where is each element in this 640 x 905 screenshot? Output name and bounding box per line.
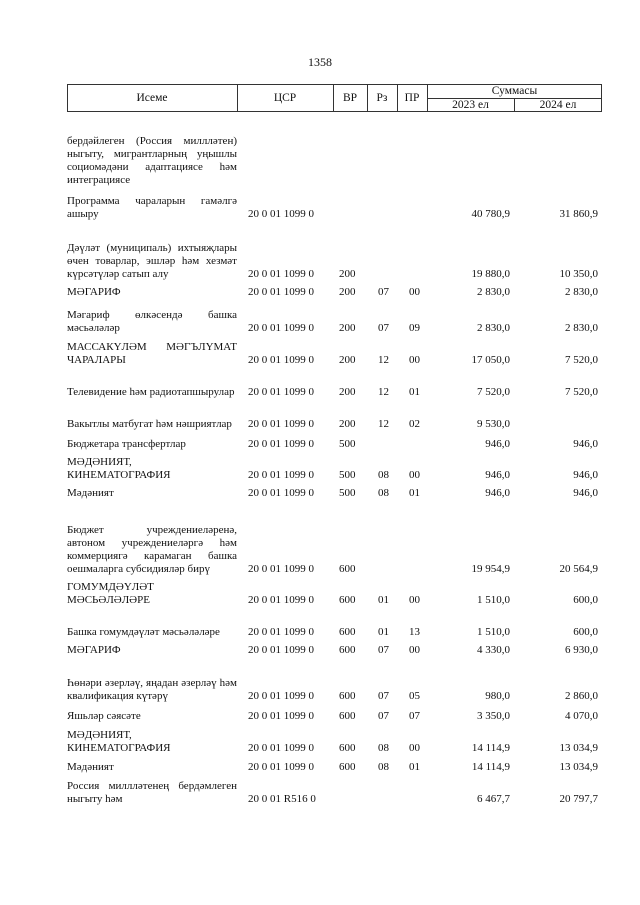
row-rz: 07 (378, 286, 389, 298)
row-sum-2024: 31 860,9 (559, 208, 598, 220)
row-sum-2024: 2 830,0 (565, 286, 598, 298)
row-rz: 08 (378, 487, 389, 499)
row-pr: 01 (409, 487, 420, 499)
row-pr: 00 (409, 469, 420, 481)
row-pr: 00 (409, 644, 420, 656)
row-sum-2024: 600,0 (573, 626, 598, 638)
row-name: Мәгариф өлкәсендә башка мәсьәләләр (67, 309, 237, 334)
row-name: МӘДӘНИЯТ, КИНЕМАТОГРАФИЯ (67, 456, 171, 481)
row-pr: 00 (409, 594, 420, 606)
row-sum-2023: 19 880,0 (471, 268, 510, 280)
row-sum-2023: 3 350,0 (477, 710, 510, 722)
row-sum-2023: 2 830,0 (477, 286, 510, 298)
row-rz: 08 (378, 761, 389, 773)
row-pr: 01 (409, 761, 420, 773)
row-sum-2023: 9 530,0 (477, 418, 510, 430)
row-sum-2023: 4 330,0 (477, 644, 510, 656)
row-name: Телевидение һәм радиотапшырулар (67, 386, 235, 398)
row-vr: 200 (339, 418, 356, 430)
row-pr: 07 (409, 710, 420, 722)
row-vr: 200 (339, 386, 356, 398)
row-csr: 20 0 01 1099 0 (248, 438, 314, 450)
row-name: Бюджет учреждениеләренә, автоном учреждениеләргә һәм коммерциягә карамаган башка оешмаларга субсидияләр бирү (67, 524, 237, 575)
header-sums: Суммасы (491, 85, 538, 97)
row-csr: 20 0 01 R516 0 (248, 793, 316, 805)
row-sum-2023: 980,0 (485, 690, 510, 702)
row-name: бердәйлеген (Россия миллләтен) ныгыту, мигрантларның уңышлы социомәдәни адаптациясе һәм интеграциясе (67, 135, 237, 186)
table-row (67, 607, 602, 639)
row-name: Яшьләр сәясәте (67, 710, 141, 722)
row-name: Мәдәният (67, 761, 114, 773)
row-sum-2023: 7 520,0 (477, 386, 510, 398)
row-csr: 20 0 01 1099 0 (248, 594, 314, 606)
row-sum-2024: 600,0 (573, 594, 598, 606)
header-csr: ЦСР (273, 92, 297, 104)
row-name: МӘДӘНИЯТ, КИНЕМАТОГРАФИЯ (67, 729, 171, 754)
row-vr: 600 (339, 690, 356, 702)
table-row (67, 281, 602, 299)
row-name: Мәдәният (67, 487, 114, 499)
table-body (67, 115, 602, 806)
row-sum-2024: 2 860,0 (565, 690, 598, 702)
row-sum-2023: 946,0 (485, 438, 510, 450)
header-pr: ПР (404, 92, 420, 104)
row-csr: 20 0 01 1099 0 (248, 322, 314, 334)
row-pr: 00 (409, 354, 420, 366)
table-row (67, 451, 602, 482)
row-pr: 13 (409, 626, 420, 638)
row-vr: 200 (339, 286, 356, 298)
row-sum-2023: 1 510,0 (477, 626, 510, 638)
header-year-2024: 2024 ел (539, 99, 577, 111)
row-sum-2024: 10 350,0 (559, 268, 598, 280)
table-row (67, 221, 602, 281)
row-name: Бюджетара трансфертлар (67, 438, 186, 450)
row-vr: 500 (339, 469, 356, 481)
row-sum-2024: 13 034,9 (559, 761, 598, 773)
table-row (67, 703, 602, 723)
table-row (67, 639, 602, 657)
page-number: 1358 (308, 55, 332, 69)
row-vr: 600 (339, 761, 356, 773)
row-sum-2023: 946,0 (485, 469, 510, 481)
row-csr: 20 0 01 1099 0 (248, 742, 314, 754)
row-name: Программа чараларын гамәлгә ашыру (67, 195, 237, 220)
row-name: Россия миллләтенең бердәмлеген ныгыту һәм (67, 780, 237, 805)
row-pr: 01 (409, 386, 420, 398)
row-sum-2023: 6 467,7 (477, 793, 510, 805)
row-sum-2024: 20 797,7 (559, 793, 598, 805)
header-name: Исеме (136, 92, 168, 104)
table-row (67, 500, 602, 576)
row-rz: 01 (378, 626, 389, 638)
row-csr: 20 0 01 1099 0 (248, 644, 314, 656)
row-vr: 600 (339, 742, 356, 754)
table-row (67, 755, 602, 774)
row-vr: 500 (339, 487, 356, 499)
table-row (67, 723, 602, 755)
table-row (67, 299, 602, 335)
row-csr: 20 0 01 1099 0 (248, 268, 314, 280)
table-row (67, 774, 602, 806)
row-sum-2024: 946,0 (573, 469, 598, 481)
row-csr: 20 0 01 1099 0 (248, 626, 314, 638)
row-rz: 01 (378, 594, 389, 606)
row-vr: 600 (339, 563, 356, 575)
table-row (67, 657, 602, 703)
row-sum-2024: 13 034,9 (559, 742, 598, 754)
row-csr: 20 0 01 1099 0 (248, 418, 314, 430)
header-vr: ВР (342, 92, 358, 104)
row-pr: 09 (409, 322, 420, 334)
row-sum-2024: 2 830,0 (565, 322, 598, 334)
row-name: ГОМУМДӘҮЛӘТ МӘСЬӘЛӘЛӘРЕ (67, 581, 154, 606)
row-sum-2023: 14 114,9 (471, 742, 510, 754)
table-header (67, 84, 602, 112)
row-rz: 12 (378, 354, 389, 366)
row-sum-2024: 946,0 (573, 487, 598, 499)
row-csr: 20 0 01 1099 0 (248, 761, 314, 773)
row-sum-2024: 7 520,0 (565, 354, 598, 366)
row-rz: 08 (378, 469, 389, 481)
row-rz: 07 (378, 710, 389, 722)
row-vr: 600 (339, 710, 356, 722)
row-rz: 07 (378, 322, 389, 334)
row-sum-2024: 7 520,0 (565, 386, 598, 398)
table-row (67, 335, 602, 367)
row-csr: 20 0 01 1099 0 (248, 710, 314, 722)
row-vr: 600 (339, 594, 356, 606)
row-csr: 20 0 01 1099 0 (248, 563, 314, 575)
row-csr: 20 0 01 1099 0 (248, 208, 314, 220)
table-row (67, 482, 602, 500)
row-name: Һөнәри әзерләү, яңадан әзерләү һәм квалификация күтәрү (67, 677, 237, 702)
row-rz: 08 (378, 742, 389, 754)
row-csr: 20 0 01 1099 0 (248, 386, 314, 398)
row-sum-2023: 17 050,0 (471, 354, 510, 366)
row-name: МАССАКҮЛӘМ МӘГЪЛҮМАТ ЧАРАЛАРЫ (67, 341, 237, 366)
row-name: Башка гомумдәүләт мәсьәләләре (67, 626, 220, 638)
row-name: МӘГАРИФ (67, 286, 121, 298)
row-csr: 20 0 01 1099 0 (248, 690, 314, 702)
row-sum-2023: 1 510,0 (477, 594, 510, 606)
row-rz: 07 (378, 690, 389, 702)
row-csr: 20 0 01 1099 0 (248, 286, 314, 298)
header-rz: Рз (376, 92, 388, 104)
row-vr: 600 (339, 644, 356, 656)
row-name: МӘГАРИФ (67, 644, 121, 656)
row-pr: 02 (409, 418, 420, 430)
row-csr: 20 0 01 1099 0 (248, 487, 314, 499)
row-rz: 07 (378, 644, 389, 656)
table-row (67, 367, 602, 399)
row-sum-2024: 4 070,0 (565, 710, 598, 722)
row-name: Дәүләт (муниципаль) ихтыяҗлары өчен товарлар, эшләр һәм хезмәт күрсәтүләр сатып алу (67, 242, 237, 280)
row-pr: 00 (409, 742, 420, 754)
row-sum-2023: 19 954,9 (471, 563, 510, 575)
row-sum-2024: 946,0 (573, 438, 598, 450)
table-row (67, 431, 602, 451)
row-sum-2024: 20 564,9 (559, 563, 598, 575)
row-vr: 200 (339, 354, 356, 366)
table-row (67, 399, 602, 431)
row-sum-2023: 946,0 (485, 487, 510, 499)
row-sum-2023: 14 114,9 (471, 761, 510, 773)
row-vr: 500 (339, 438, 356, 450)
table-row (67, 115, 602, 187)
row-pr: 00 (409, 286, 420, 298)
row-rz: 12 (378, 418, 389, 430)
row-vr: 200 (339, 322, 356, 334)
row-name: Вакытлы матбугат һәм нәшриятлар (67, 418, 232, 430)
table-row (67, 576, 602, 607)
row-sum-2024: 6 930,0 (565, 644, 598, 656)
row-rz: 12 (378, 386, 389, 398)
row-sum-2023: 40 780,9 (471, 208, 510, 220)
header-year-2023: 2023 ел (452, 99, 489, 111)
row-vr: 600 (339, 626, 356, 638)
row-csr: 20 0 01 1099 0 (248, 469, 314, 481)
row-sum-2023: 2 830,0 (477, 322, 510, 334)
row-vr: 200 (339, 268, 356, 280)
row-csr: 20 0 01 1099 0 (248, 354, 314, 366)
table-row (67, 187, 602, 221)
row-pr: 05 (409, 690, 420, 702)
